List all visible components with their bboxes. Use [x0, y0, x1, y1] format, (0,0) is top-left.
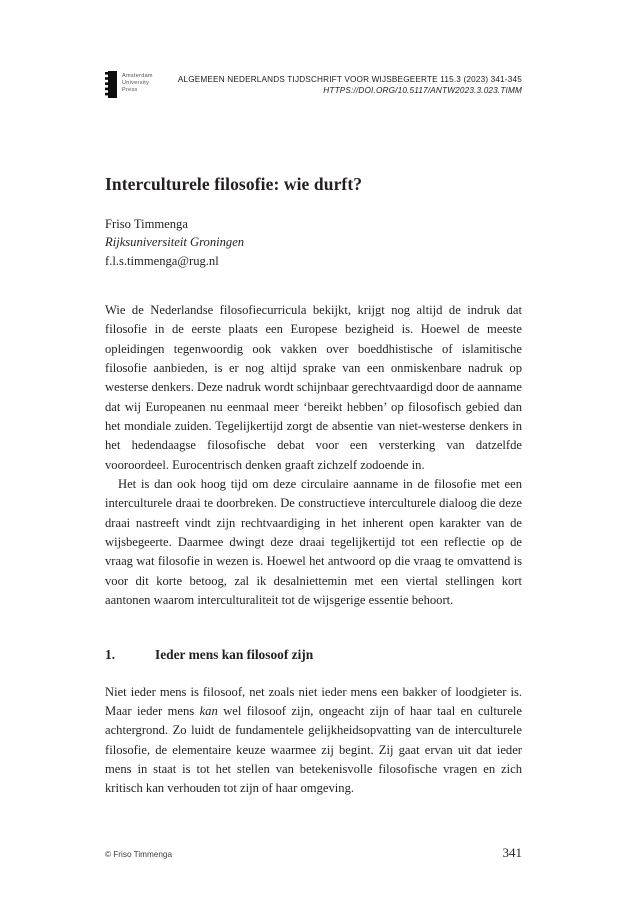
- copyright-notice: © Friso Timmenga: [105, 850, 172, 859]
- journal-header-info: [178, 71, 522, 96]
- logo-line-3: Press: [122, 87, 138, 93]
- section-1-paragraph: [105, 683, 522, 799]
- intro-paragraph-1: Wie de Nederlandse filosofiecurricula bekijkt, krijgt nog altijd de indruk dat filosofie in de eerste plaats een Europese bezigheid is. Hoewel de meeste opleidingen tegenwoordig ook vakken over boeddhistische of islamitische filosofie aanbieden, is er nog altijd sprake van een onmiskenbare nadruk op westerse denkers. Deze nadruk wordt schijnbaar gerechtvaardigd door de aanname dat wij Europeanen nu eenmaal meer ‘bereikt hebben’ op filosofisch gebied dan het mondiale zuiden. Tegelijkertijd zorgt de absentie van niet-westerse denkers in het hedendaagse filosofische debat voor een versterking van datzelfde vooroordeel. Eurocentrisch denken graaft zichzelf zodoende in.: [105, 303, 522, 472]
- author-email: f.l.s.timmenga@rug.nl: [105, 253, 219, 268]
- logo-line-2: University: [122, 80, 150, 86]
- aup-spine-icon: [105, 71, 117, 98]
- section-1-title: Ieder mens kan filosoof zijn: [155, 646, 314, 662]
- doi-line: HTTPS://DOI.ORG/10.5117/ANTW2023.3.023.TIMM: [323, 86, 522, 95]
- author-affiliation: Rijksuniversiteit Groningen: [105, 235, 245, 250]
- page-number: 341: [502, 845, 522, 860]
- publisher-logo-text: [122, 71, 153, 94]
- publisher-logo: [105, 71, 153, 98]
- section-1-heading: [105, 647, 522, 663]
- article-body: [105, 301, 522, 799]
- section-1-text-after: wel filosoof zijn, ongeacht zijn of haar taal en culturele achtergrond. Zo luidt de fundamentele gelijkheidsopvatting van de interculturele filosofie, de elementaire keuze waarmee zij begint. Zij gaat ervan uit dat ieder mens in staat is tot het stellen van betekenisvolle filosofische vragen en zich kritisch kan verhouden tot zijn of haar omgeving.: [105, 703, 522, 796]
- section-1-italic-word: kan: [199, 703, 218, 718]
- page-header: [105, 71, 522, 98]
- article-title: Interculturele filosofie: wie durft?: [105, 174, 363, 194]
- intro-paragraph-2: Het is dan ook hoog tijd om deze circulaire aanname in de filosofie met een interculturele draai te doorbreken. De constructieve interculturele dialoog die deze draai nastreeft vindt zijn rechtvaardiging in het inherent open karakter van de wijsbegeerte. Daarmee dwingt deze draai tegelijkertijd tot een reflectie op de vraag wat filosofie in wezen is. Hoewel het antwoord op die vraag te omvattend is voor dit korte betoog, zal ik desalniettemin met een viertal stellingen kort aantonen waarom interculturaliteit tot de wijsgerige essentie behoort.: [105, 477, 522, 608]
- section-1-number: 1.: [105, 646, 116, 662]
- logo-line-1: Amsterdam: [122, 73, 153, 79]
- section-1-text-before: Niet ieder mens is filosoof, net zoals niet ieder mens een bakker of loodgieter is. Maar ieder mens: [105, 684, 522, 718]
- author-block: [105, 215, 522, 270]
- author-name: Friso Timmenga: [105, 217, 188, 231]
- journal-title-line: ALGEMEEN NEDERLANDS TIJDSCHRIFT VOOR WIJSBEGEERTE 115.3 (2023) 341-345: [177, 75, 522, 84]
